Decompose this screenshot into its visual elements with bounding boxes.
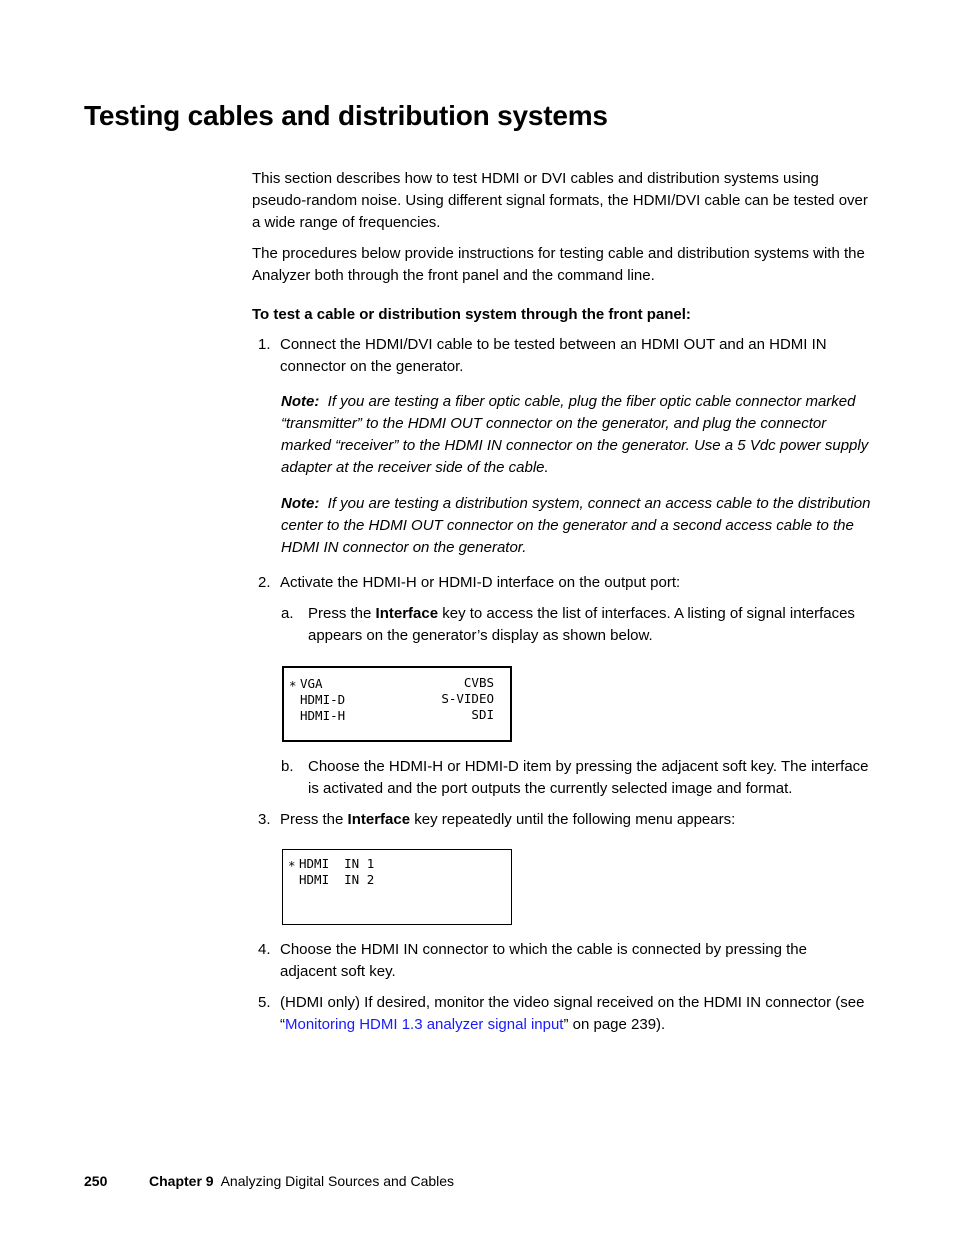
cross-reference-link[interactable]: Monitoring HDMI 1.3 analyzer signal input	[285, 1016, 564, 1033]
selection-marker: *	[289, 678, 297, 693]
hdmi-in-menu-display	[282, 849, 512, 925]
selection-marker: *	[288, 858, 296, 873]
menu-item-s-video: S-VIDEO	[441, 691, 494, 706]
note-label: Note:	[281, 495, 320, 512]
substep-letter: b.	[281, 758, 294, 775]
step-number: 5.	[258, 994, 271, 1011]
step-number: 2.	[258, 574, 271, 591]
page-title: Testing cables and distribution systems	[84, 100, 608, 131]
note-text: If you are testing a distribution system, connect an access cable to the distribution center to the HDMI OUT connector on the generator and a second access cable to the HDMI IN connector on the generator.	[281, 495, 871, 556]
procedure-heading: To test a cable or distribution system through the front panel:	[252, 306, 691, 323]
step-number: 3.	[258, 811, 271, 828]
substep-letter: a.	[281, 605, 294, 622]
menu-item-hdmi-d: HDMI-D	[300, 692, 346, 707]
menu-item-hdmi-in-1: HDMI IN 1	[299, 856, 375, 871]
step-text: Activate the HDMI-H or HDMI-D interface on the output port:	[280, 574, 681, 591]
menu-item-hdmi-in-2: HDMI IN 2	[299, 872, 375, 887]
intro-paragraph-1: This section describes how to test HDMI or DVI cables and distribution systems using pseudo-random noise. Using different signal formats, the HDMI/DVI cable can be tested over a wide range of frequencies.	[252, 170, 868, 231]
step-text: (HDMI only) If desired, monitor the video signal received on the HDMI IN connector (see “Monitoring HDMI 1.3 analyzer signal input” on page 239).	[280, 994, 865, 1033]
step-text: Choose the HDMI IN connector to which the cable is connected by pressing the adjacent soft key.	[280, 941, 807, 980]
step-number: 1.	[258, 336, 271, 353]
note	[281, 391, 876, 479]
note-label: Note:	[281, 393, 320, 410]
interface-menu-display	[282, 666, 512, 742]
menu-item-cvbs: CVBS	[463, 675, 494, 690]
note	[281, 493, 876, 559]
note-text: If you are testing a fiber optic cable, plug the fiber optic cable connector marked “transmitter” to the HDMI OUT connector on the generator, and plug the connector marked “receiver” to the HDMI IN connector on the generator. Use a 5 Vdc power supply adapter at the receiver side of the cable.	[281, 393, 869, 476]
chapter-title: Analyzing Digital Sources and Cables	[220, 1173, 455, 1189]
key-name: Interface	[347, 811, 411, 828]
substep-text: Press the Interface key to access the list of interfaces. A listing of signal interfaces appears on the generator’s display as shown below.	[308, 605, 855, 644]
step-text: Press the Interface key repeatedly until the following menu appears:	[280, 811, 736, 828]
step-number: 4.	[258, 941, 271, 958]
chapter-label: Chapter 9	[149, 1173, 214, 1189]
step-text: Connect the HDMI/DVI cable to be tested between an HDMI OUT and an HDMI IN connector on the generator.	[280, 336, 827, 375]
menu-item-hdmi-h: HDMI-H	[300, 708, 346, 723]
menu-item-sdi: SDI	[471, 707, 494, 722]
key-name: Interface	[375, 605, 439, 622]
intro-paragraph-2: The procedures below provide instructions for testing cable and distribution systems with the Analyzer both through the front panel and the command line.	[252, 245, 865, 284]
running-footer	[149, 1173, 454, 1189]
substep-text: Choose the HDMI-H or HDMI-D item by pressing the adjacent soft key. The interface is activated and the port outputs the currently selected image and format.	[308, 758, 869, 797]
menu-item-vga: VGA	[300, 676, 323, 691]
page-number: 250	[84, 1173, 108, 1189]
